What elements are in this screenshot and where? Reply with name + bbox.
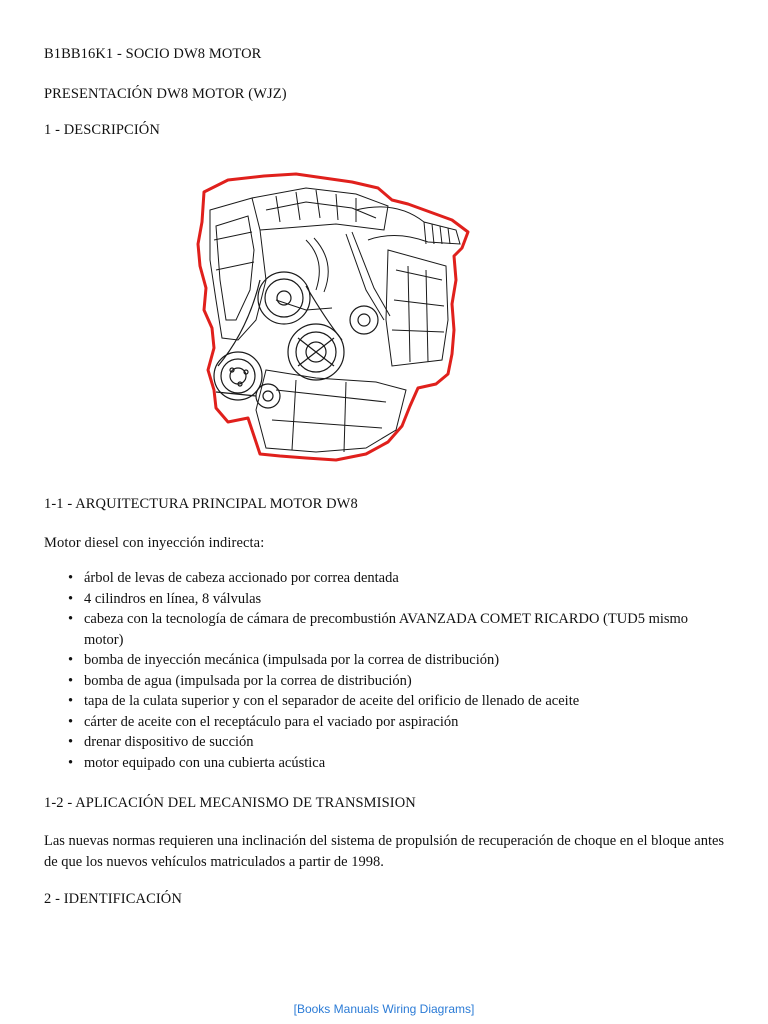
document-code-title: B1BB16K1 - SOCIO DW8 MOTOR bbox=[44, 46, 262, 62]
list-item: • tapa de la culata superior y con el separador de aceite del orificio de llenado de aceite bbox=[84, 691, 724, 712]
list-item: • bomba de agua (impulsada por la correa de distribución) bbox=[84, 671, 724, 692]
list-item: • motor equipado con una cubierta acústica bbox=[84, 753, 724, 774]
section-1-title: 1 - DESCRIPCIÓN bbox=[44, 122, 160, 138]
presentation-title: PRESENTACIÓN DW8 MOTOR (WJZ) bbox=[44, 86, 287, 102]
bullet: • bbox=[68, 570, 74, 586]
section-2-title: 2 - IDENTIFICACIÓN bbox=[44, 891, 182, 907]
bullet: • bbox=[68, 734, 74, 750]
list-item: • cárter de aceite con el receptáculo para el vaciado por aspiración bbox=[84, 712, 724, 733]
bullet: • bbox=[68, 693, 74, 709]
section-1-1-title: 1-1 - ARQUITECTURA PRINCIPAL MOTOR DW8 bbox=[44, 496, 358, 512]
engine-illustration bbox=[156, 170, 474, 462]
bullet: • bbox=[68, 754, 74, 771]
list-item: • cabeza con la tecnología de cámara de precombustión AVANZADA COMET RICARDO (TUD5 mismo motor) bbox=[68, 611, 689, 648]
list-item: • drenar dispositivo de succión bbox=[84, 732, 724, 753]
books-manuals-link[interactable]: [Books Manuals Wiring Diagrams] bbox=[293, 1002, 475, 1016]
feature-list bbox=[44, 568, 724, 773]
bullet: • bbox=[68, 590, 74, 607]
section-1-2-title: 1-2 - APLICACIÓN DEL MECANISMO DE TRANSMISION bbox=[44, 795, 416, 811]
list-item: • bomba de inyección mecánica (impulsada por la correa de distribución) bbox=[84, 650, 724, 671]
bullet: • bbox=[68, 611, 74, 627]
list-item: • árbol de levas de cabeza accionado por correa dentada bbox=[84, 568, 724, 589]
bullet: • bbox=[68, 652, 74, 668]
intro-text: Motor diesel con inyección indirecta: bbox=[44, 535, 265, 551]
bullet: • bbox=[68, 672, 74, 689]
section-1-2-paragraph: Las nuevas normas requieren una inclinación del sistema de propulsión de recuperación de choque en el bloque antes de que los nuevos vehículos matriculados a partir de 1998. bbox=[44, 833, 725, 870]
bullet: • bbox=[68, 713, 74, 730]
list-item: • 4 cilindros en línea, 8 válvulas bbox=[84, 589, 724, 610]
